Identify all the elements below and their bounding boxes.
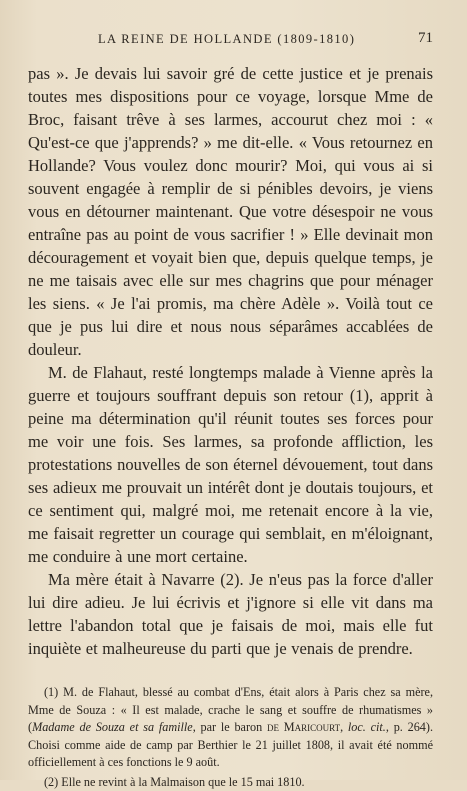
- paragraph-3: Ma mère était à Navarre (2). Je n'eus pas la force d'aller lui dire adieu. Je lui écrivis et j'ignore si elle vit dans ma lettre l'abandon total que je faisais de moi, mais elle fut inquiète et malheureuse du parti que je venais de prendre.: [28, 568, 433, 660]
- footnotes: [28, 684, 433, 791]
- footnote-2: (2) Elle ne revint à la Malmaison que le 15 mai 1810.: [28, 774, 433, 791]
- page-number: 71: [418, 30, 433, 47]
- paragraph-2: M. de Flahaut, resté longtemps malade à Vienne après la guerre et toujours souffrant depuis son retour (1), apprit à peine ma détermination qu'il réunit toutes ses forces pour me voir une fois. Ses larmes, sa profonde affliction, les protestations nouvelles de son éternel dévouement, tout dans ses adieux me prouvait un intérêt dont je doutais toujours, et ce sentiment qui, malgré moi, me retenait encore à la vie, me faisait regretter un courage qui semblait, en m'éloignant, me conduire à une mort certaine.: [28, 361, 433, 568]
- footnote-1-book-title: Madame de Souza et sa famille: [32, 720, 193, 734]
- paragraph-1: pas ». Je devais lui savoir gré de cette justice et je prenais toutes mes dispositions pour ce voyage, lorsque Mme de Broc, faisant trêve à ses larmes, accourut chez moi : « Qu'est-ce que j'apprends? » me dit-elle. « Vous retournez en Hollande? Vous voulez donc mourir? Moi, qui vous ai si souvent engagée à remplir de si pénibles devoirs, je viens vous en détourner maintenant. Que votre désespoir ne vous entraîne pas au point de vous sacrifier ! » Elle devinait mon découragement et voyait bien que, depuis quelque temps, je ne me taisais avec elle sur mes chagrins que pour ménager les siens. « Je l'ai promis, ma chère Adèle ». Voilà tout ce que je pus lui dire et nous nous séparâmes accablées de douleur.: [28, 62, 433, 361]
- footnote-1: [28, 684, 433, 772]
- footnote-1-text-d: , p. 264). Choisi comme aide de camp par Berthier le 21 juillet 1808, il avait été nommé officiellement à ces fonctions le 9 août.: [28, 720, 433, 769]
- footnote-1-text-c: ,: [340, 720, 348, 734]
- footnote-1-loc-cit: loc. cit.: [348, 720, 386, 734]
- running-head: [28, 32, 433, 52]
- body-text: [28, 62, 433, 660]
- running-title: LA REINE DE HOLLANDE (1809-1810): [98, 32, 355, 47]
- footnote-1-text-b: , par le baron: [193, 720, 267, 734]
- footnote-1-author: de Maricourt: [267, 720, 340, 734]
- footnote-1-text-a: (1) M. de Flahaut, blessé au combat d'Ens, était alors à Paris chez sa mère, Mme de Souza : « Il est malade, crache le sang et souffre de rhumatismes » (: [28, 685, 433, 734]
